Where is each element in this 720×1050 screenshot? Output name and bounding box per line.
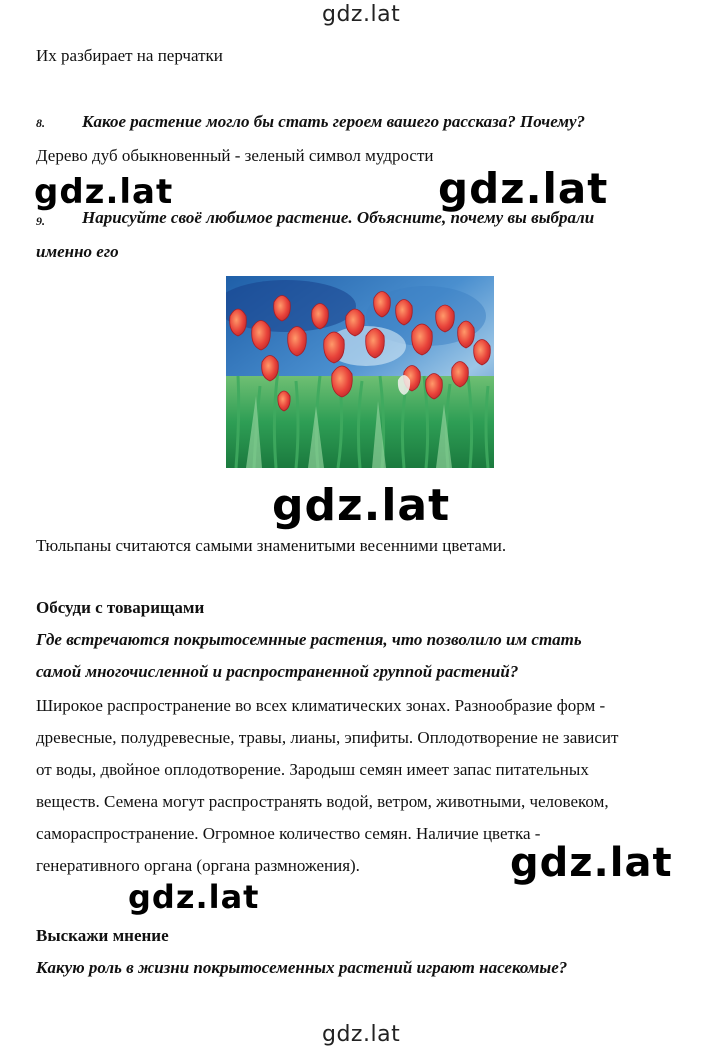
watermark-lower-left: gdz.lat: [128, 878, 260, 916]
question-8-text: Какое растение могло бы стать героем вашего рассказа? Почему?: [82, 112, 586, 131]
watermark-mid-left: gdz.lat: [34, 172, 174, 212]
discuss-answer-line-1: Широкое распространение во всех климатических зонах. Разнообразие форм -: [36, 696, 606, 715]
opinion-heading: Выскажи мнение: [36, 926, 169, 945]
discuss-answer-line-6: генеративного органа (органа размножения).: [36, 856, 360, 875]
discuss-answer-line-5: самораспространение. Огромное количество семян. Наличие цветка -: [36, 824, 541, 843]
answer-gloves: Их разбирает на перчатки: [36, 46, 223, 65]
discuss-answer-line-2: древесные, полудревесные, травы, лианы, эпифиты. Оплодотворение не зависит: [36, 728, 619, 747]
question-8-number: 8.: [36, 116, 45, 130]
opinion-question: Какую роль в жизни покрытосеменных растений играют насекомые?: [36, 958, 568, 977]
question-9-number: 9.: [36, 214, 45, 228]
tulip-painting: [226, 276, 494, 468]
watermark-mid-right: gdz.lat: [438, 164, 609, 213]
watermark-center: gdz.lat: [272, 480, 451, 531]
watermark-bottom: gdz.lat: [322, 1022, 401, 1047]
question-9-line-2: именно его: [36, 242, 119, 261]
question-9-line-1: Нарисуйте своё любимое растение. Объясните, почему вы выбрали: [82, 208, 595, 227]
discuss-question-line-1: Где встречаются покрытосемнные растения, что позволило им стать: [36, 630, 582, 649]
discuss-answer-line-3: от воды, двойное оплодотворение. Зародыш семян имеет запас питательных: [36, 760, 589, 779]
watermark-lower-right: gdz.lat: [510, 840, 673, 886]
discuss-heading: Обсуди с товарищами: [36, 598, 205, 617]
watermark-top: gdz.lat: [322, 2, 401, 27]
question-8-answer: Дерево дуб обыкновенный - зеленый символ мудрости: [36, 146, 434, 165]
discuss-question-line-2: самой многочисленной и распространенной группой растений?: [36, 662, 519, 681]
discuss-answer-line-4: веществ. Семена могут распространять водой, ветром, животными, человеком,: [36, 792, 609, 811]
question-9-answer: Тюльпаны считаются самыми знаменитыми весенними цветами.: [36, 536, 507, 555]
